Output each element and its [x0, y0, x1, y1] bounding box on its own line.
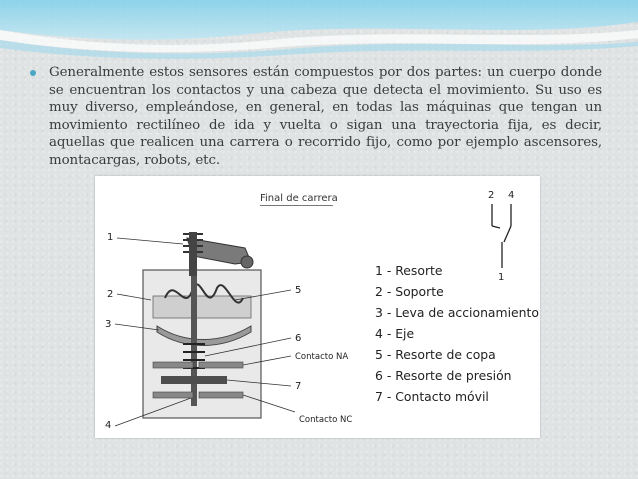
schematic-label-bottom: 1 — [498, 272, 505, 283]
callout-5: 5 — [295, 285, 302, 296]
figure-title: Final de carrera — [260, 193, 338, 204]
body-paragraph: Generalmente estos sensores están compuestos por dos partes: un cuerpo donde se encuentran los contactos y una cabeza que detecta el movimiento. Su uso es muy diverso, empleándose, en general, en todas las máquinas que tengan un movimiento rectilíneo de ida y vuelta o sigan una trayectoria fija, es decir, aquellas que realicen una carrera o recorrido fijo, como por ejemplo ascensores, montacargas, robots, etc. — [49, 65, 602, 168]
schematic-label-right: 4 — [508, 190, 515, 201]
limit-switch-diagram — [95, 176, 375, 438]
callout-6: 6 — [295, 333, 302, 344]
callout-1: 1 — [107, 232, 114, 243]
parts-legend — [375, 260, 539, 407]
callout-4: 4 — [105, 420, 112, 431]
bullet-text-block — [26, 64, 602, 170]
bullet-dot-icon — [30, 70, 36, 76]
callout-2: 2 — [107, 289, 114, 300]
legend-item-1: 1 - Resorte — [375, 263, 443, 278]
contact-nc-label: Contacto NC — [299, 415, 353, 425]
legend-item-6: 6 - Resorte de presión — [375, 368, 512, 383]
contact-na-label: Contacto NA — [295, 352, 349, 362]
callout-3: 3 — [105, 319, 112, 330]
legend-item-2: 2 - Soporte — [375, 284, 444, 299]
limit-switch-figure — [95, 176, 540, 438]
legend-item-4: 4 - Eje — [375, 326, 415, 341]
schematic-label-left: 2 — [488, 190, 495, 201]
legend-item-5: 5 - Resorte de copa — [375, 347, 496, 362]
legend-item-7: 7 - Contacto móvil — [375, 389, 489, 404]
top-wave-banner — [0, 0, 638, 62]
legend-item-3: 3 - Leva de accionamiento — [375, 305, 539, 320]
callout-7: 7 — [295, 381, 302, 392]
